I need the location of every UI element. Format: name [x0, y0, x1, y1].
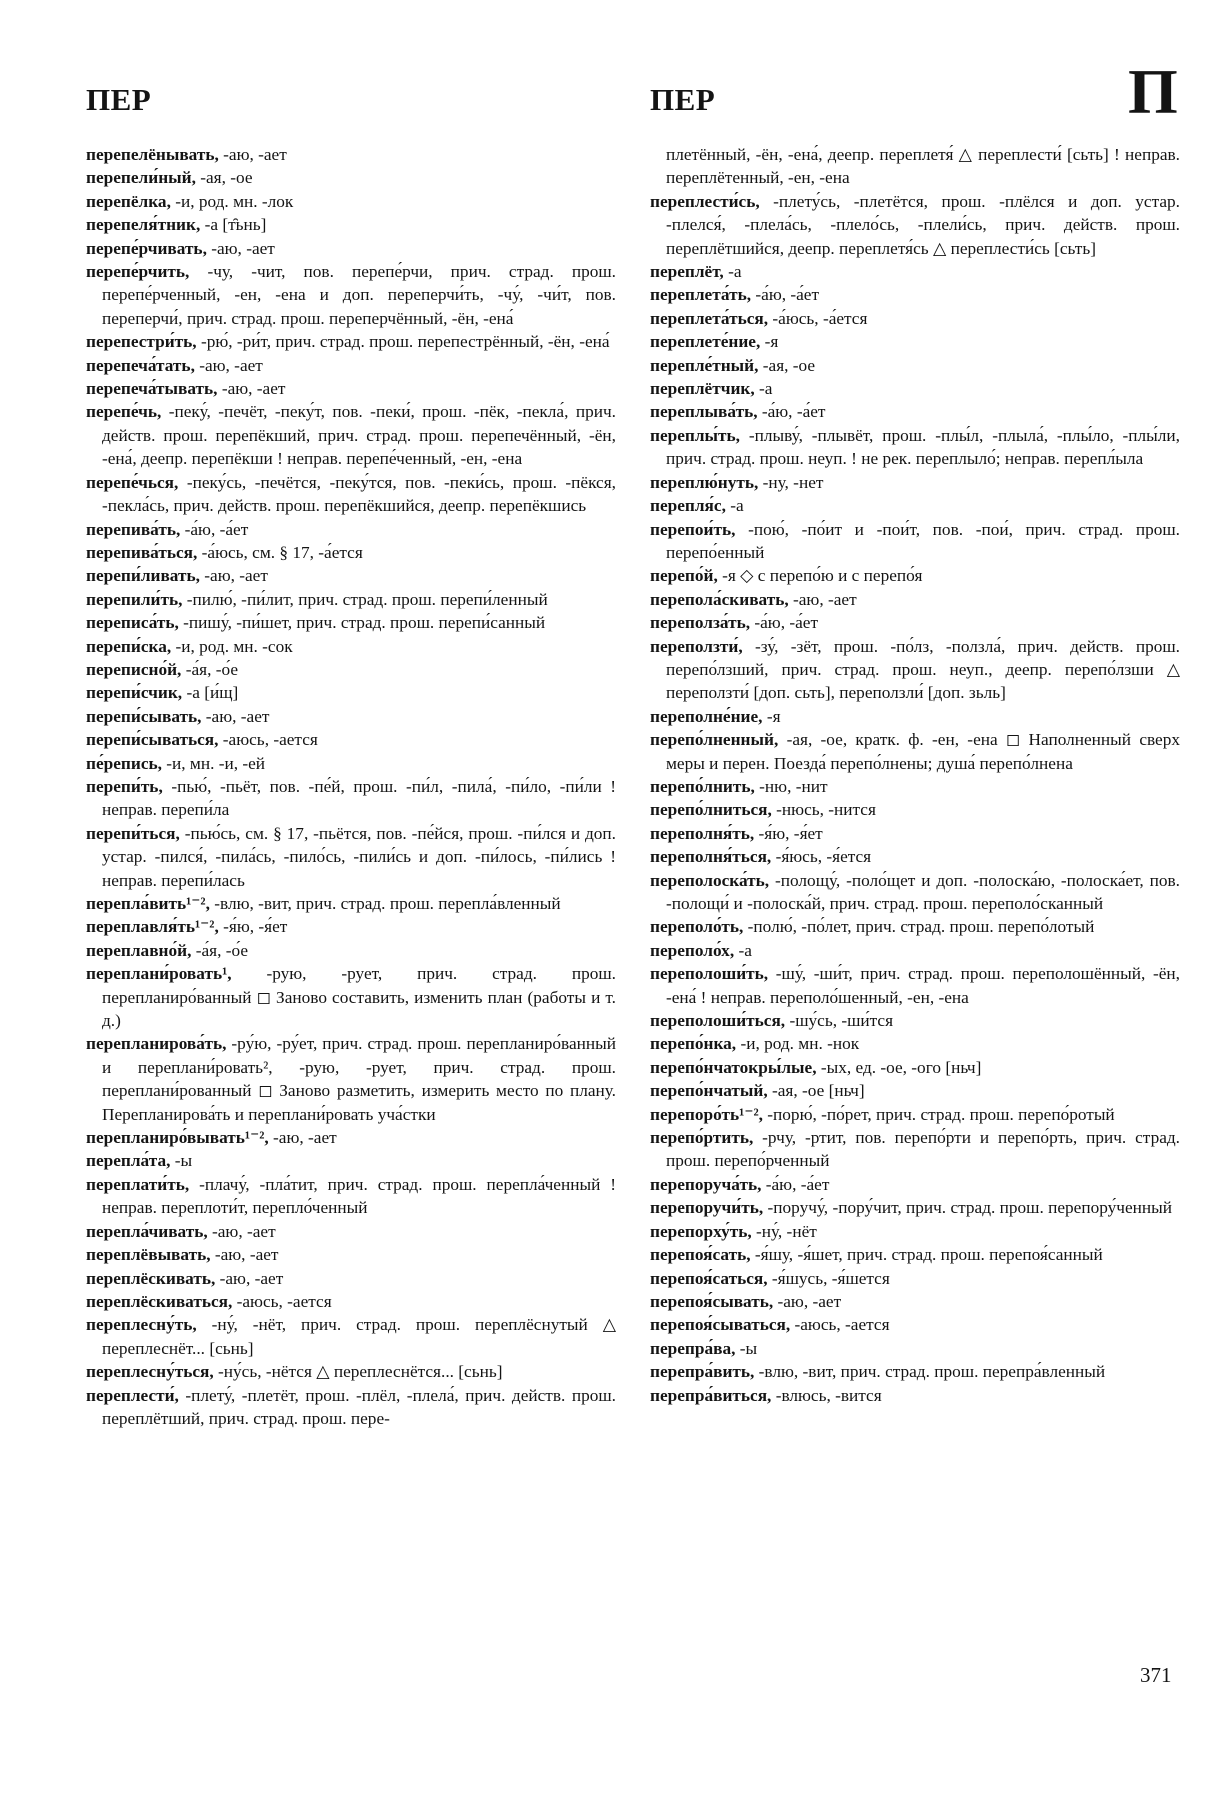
headword: переплётчик,: [650, 379, 755, 399]
headword: перепля́с,: [650, 496, 726, 516]
dictionary-entry: [650, 869, 1180, 916]
headword: перепоруча́ть,: [650, 1174, 762, 1194]
entry-forms: -шу́сь, -ши́тся: [785, 1011, 894, 1031]
entry-forms: -порю́, -по́рет, прич. страд. прош. перепо́ротый: [762, 1104, 1115, 1124]
dictionary-entry: [86, 1243, 616, 1266]
dictionary-entry: [86, 260, 616, 330]
entry-forms: -и, мн. -и, -ей: [161, 753, 266, 773]
headword: переплавля́ть¹⁻²,: [86, 917, 219, 937]
headword: перепе́рчивать,: [86, 238, 207, 258]
dictionary-entry: [86, 705, 616, 728]
entry-forms: -ну́, -нёт: [751, 1221, 817, 1241]
entry-forms: -я: [762, 706, 781, 726]
entry-forms: -пью́сь, см. § 17, -пьётся, пов. -пе́йся, прош. -пи́лся и доп. устар. -пился́, -пила́сь, -пило́сь, -пили́сь и доп. -пи́лось, -пи́лись ! неправ. перепи́лась: [102, 823, 616, 890]
dictionary-entry: [650, 377, 1180, 400]
dictionary-entry: [86, 635, 616, 658]
headword: перепоя́сывать,: [650, 1291, 774, 1311]
entry-forms: -а: [734, 940, 752, 960]
dictionary-entry: [650, 494, 1180, 517]
entry-forms: -рую, -рует, прич. страд. прош. перепланиро́ванный ◻ Заново составить, изменить план (работы и т. д.): [102, 964, 616, 1031]
headword: перепои́ть,: [650, 519, 736, 539]
dictionary-entry: [86, 962, 616, 1032]
entry-forms: -влю, -вит, прич. страд. прош. перепра́вленный: [754, 1362, 1106, 1382]
entry-forms: -шу́, -ши́т, прич. страд. прош. переполошённый, -ён, -ена́ ! неправ. переполо́шенный, -ен, -ена: [666, 964, 1180, 1007]
dictionary-entry: [86, 822, 616, 892]
headword: пе́репись,: [86, 753, 162, 773]
entry-forms: -ая, -ое, кратк. ф. -ен, -ена ◻ Наполненный сверх меры и перен. Поезда́ перепо́лнены; душа́ перепо́лнена: [666, 730, 1180, 773]
headword: переплесну́ть,: [86, 1315, 197, 1335]
entry-forms: -плыву́, -плывёт, прош. -плы́л, -плыла́, -плы́ло, -плы́ли, прич. страд. прош. неуп. ! не рек. переплыло́; неправ. перепл́ыла: [666, 425, 1180, 469]
dictionary-entry: [86, 1267, 616, 1290]
headword: перепла́вить¹⁻²,: [86, 894, 210, 913]
dictionary-entry: [86, 237, 616, 260]
entry-forms: -аю, -ает: [201, 706, 270, 726]
dictionary-entry: [650, 260, 1180, 283]
headword: переплавно́й,: [86, 940, 192, 960]
headword: переплати́ть,: [86, 1174, 190, 1194]
headword: переплыва́ть,: [650, 402, 758, 422]
entry-forms: -аю, -ает: [215, 1268, 284, 1288]
dictionary-entry: [650, 775, 1180, 798]
headword: перепра́вить,: [650, 1362, 755, 1382]
headword: перепива́ться,: [86, 542, 198, 562]
dictionary-entry: [86, 1032, 616, 1126]
entry-forms: -я́юсь, -я́ется: [771, 847, 872, 867]
dictionary-entry: [650, 822, 1180, 845]
entry-forms: -аюсь, -ается: [232, 1291, 332, 1311]
headword: переполня́ться,: [650, 847, 772, 867]
headword: переплести́,: [86, 1385, 179, 1405]
dictionary-entry: [650, 635, 1180, 705]
dictionary-entry: [650, 798, 1180, 821]
headword: перепи́ливать,: [86, 566, 200, 586]
headword: перепели́ный,: [86, 168, 196, 188]
entry-forms: -а́юсь, -а́ется: [768, 308, 868, 328]
headword: перепе́чь,: [86, 402, 162, 422]
headword: перепле́тный,: [650, 355, 759, 375]
entry-forms: -а́я, -о́е: [191, 940, 249, 960]
entry-forms: -пеку́сь, -печётся, -пеку́тся, пов. -пеки́сь, прош. -пёкся, -пекла́сь, прич. действ. прош. перепёкшийся, деепр. перепёкшись: [102, 472, 616, 516]
dictionary-entry: [86, 213, 616, 236]
entry-forms: -и, род. мн. -сок: [171, 636, 293, 656]
headword: переполоши́ться,: [650, 1011, 786, 1031]
entry-forms: -аю, -ает: [268, 1128, 337, 1148]
entry-forms: -аю, -ает: [217, 379, 286, 399]
entry-forms: -а́ю, -а́ет: [761, 1174, 830, 1194]
entry-forms: -полю́, -по́лет, прич. страд. прош. перепо́лотый: [743, 917, 1095, 937]
headword: перепо́лниться,: [650, 800, 772, 820]
dictionary-entry: [86, 471, 616, 518]
headword: переплета́ть,: [650, 285, 752, 305]
left-column: [86, 143, 616, 1430]
dictionary-entry: [86, 564, 616, 587]
dictionary-entry: [86, 892, 616, 915]
entry-forms: -рчу, -ртит, пов. перепо́рти и перепо́рть, прич. страд. прош. перепо́рченный: [666, 1128, 1180, 1171]
headword: переплёскиваться,: [86, 1291, 233, 1311]
headword: переписно́й,: [86, 659, 182, 679]
entry-forms: -аю, -ает: [773, 1291, 842, 1311]
headword: переплю́нуть,: [650, 472, 759, 492]
dictionary-entry: [650, 190, 1180, 260]
headword: перепоя́сываться,: [650, 1315, 791, 1335]
dictionary-entry: [650, 588, 1180, 611]
dictionary-entry: [86, 166, 616, 189]
entry-forms: -ню, -нит: [754, 776, 828, 796]
dictionary-entry: [650, 611, 1180, 634]
dictionary-entry: [86, 377, 616, 400]
entry-forms: -я́ю, -я́ет: [754, 823, 823, 843]
entry-forms: -плету́сь, -плетётся, прош. -плёлся и доп. устар. -плелся́, -плела́сь, -плело́сь, -плели́сь, прич. действ. прош. переплётшийся, деепр. переплетя́сь △ переплести́сь [сьть]: [666, 191, 1180, 258]
entry-forms: -ая, -ое: [758, 355, 816, 375]
headword: перепили́ть,: [86, 589, 183, 609]
entry-forms: -ру́ю, -ру́ет, прич. страд. прош. перепланиро́ванный и переплани́ровать², -рую, -рует, прич. страд. прош. переплани́рованный ◻ Заново разметить, измерить место по плану. Перепланирова́ть и переплани́ровать уча́стки: [102, 1034, 616, 1124]
right-column: [650, 143, 1180, 1407]
entry-forms: -пою́, -по́ит и -пои́т, пов. -пои́, прич. страд. прош. перепо́енный: [666, 519, 1180, 562]
dictionary-entry: [650, 1079, 1180, 1102]
headword: перепо́ртить,: [650, 1128, 754, 1148]
entry-forms: -аюсь, -ается: [790, 1315, 890, 1335]
dictionary-entry: [650, 728, 1180, 775]
entry-forms: -ы: [735, 1338, 758, 1358]
entry-forms: -я́ю, -я́ет: [218, 917, 288, 937]
headword: перепи́сываться,: [86, 730, 219, 750]
entry-forms: -и, род. мн. -нок: [736, 1034, 860, 1054]
dictionary-entry: [650, 400, 1180, 423]
headword: переползти́,: [650, 636, 743, 656]
dictionary-entry: [650, 1220, 1180, 1243]
headword: перепи́ться,: [86, 823, 180, 843]
dictionary-entry: [86, 728, 616, 751]
dictionary-entry: [650, 330, 1180, 353]
dictionary-entry: [86, 1173, 616, 1220]
entry-forms: -я ◇ с перепо́ю и с перепо́я: [717, 566, 923, 586]
dictionary-entry: [86, 1360, 616, 1383]
headword: переплета́ться,: [650, 308, 769, 328]
entry-forms: -и, род. мн. -лок: [170, 191, 294, 211]
entry-forms: -а [и́щ]: [182, 683, 239, 703]
entry-forms: -а: [754, 379, 773, 399]
dictionary-entry: [86, 400, 616, 470]
headword: перепланиро́вывать¹⁻²,: [86, 1128, 269, 1148]
entry-forms: -плачу́, -пла́тит, прич. страд. прош. перепла́ченный ! неправ. переплоти́т, перепло́ченный: [102, 1174, 616, 1218]
entry-forms: -ая, -ое: [195, 168, 253, 188]
entry-forms: -поручу́, -пору́чит, прич. страд. прош. перепору́ченный: [763, 1198, 1172, 1218]
entry-forms: -ы: [170, 1151, 193, 1171]
headword: перепе́рчить,: [86, 262, 190, 282]
dictionary-entry: [86, 1126, 616, 1149]
entry-forms: -ну́сь, -нётся △ переплеснётся... [сьнь]: [213, 1362, 503, 1382]
headword: перепоя́сать,: [650, 1245, 751, 1265]
dictionary-entry: [86, 330, 616, 353]
headword: перепи́ска,: [86, 636, 172, 656]
headword: перепла́та,: [86, 1151, 171, 1171]
running-head-right: ПЕР: [650, 82, 716, 117]
headword: перепла́чивать,: [86, 1221, 208, 1241]
entry-forms: -аю, -ает: [207, 1221, 276, 1241]
headword: переплёвывать,: [86, 1245, 211, 1265]
dictionary-entry: [650, 564, 1180, 587]
entry-forms: -аю, -ает: [788, 589, 857, 609]
dictionary-entry: [650, 143, 1180, 190]
headword: перепо́нка,: [650, 1034, 737, 1054]
entry-forms: -нюсь, -нится: [771, 800, 876, 820]
entry-forms: -а́ю, -а́ет: [751, 285, 820, 305]
headword: перепо́лненный,: [650, 730, 779, 750]
dictionary-entry: [650, 1196, 1180, 1219]
dictionary-entry: [650, 845, 1180, 868]
dictionary-entry: [86, 775, 616, 822]
entry-forms: плетённый, -ён, -ена́, деепр. переплетя́ △ переплести́ [сьть] ! неправ. переплётенный, -ен, -ена: [666, 145, 1180, 188]
entry-forms: -рю́, -ри́т, прич. страд. прош. перепестрённый, -ён, -ена́: [196, 332, 610, 352]
dictionary-entry: [650, 471, 1180, 494]
headword: перепива́ть,: [86, 519, 181, 539]
dictionary-entry: [650, 1126, 1180, 1173]
headword: перепе́чься,: [86, 472, 179, 492]
entry-forms: -аюсь, -ается: [218, 730, 318, 750]
dictionary-entry: [650, 705, 1180, 728]
entry-forms: -влюсь, -вится: [771, 1385, 882, 1405]
headword: перепо́нчатокры́лые,: [650, 1057, 817, 1077]
headword: переполоши́ть,: [650, 964, 769, 984]
headword: переплы́ть,: [650, 425, 741, 445]
dictionary-entry: [86, 611, 616, 634]
running-head-left: ПЕР: [86, 82, 152, 117]
entry-forms: -а́я, -о́е: [181, 659, 238, 679]
dictionary-entry: [650, 1267, 1180, 1290]
dictionary-entry: [650, 1384, 1180, 1407]
headword: перепёлка,: [86, 191, 171, 211]
entry-forms: -пеку́, -печёт, -пеку́т, пов. -пеки́, прош. -пёк, -пекла́, прич. действ. прош. перепёкший, прич. страд. прош. перепечённый, -ён, -ена́, деепр. перепёкши ! неправ. перепе́ченный, -ен, -ена: [102, 402, 616, 469]
headword: перепи́счик,: [86, 683, 183, 703]
dictionary-entry: [86, 1313, 616, 1360]
dictionary-entry: [650, 283, 1180, 306]
headword: перепоя́саться,: [650, 1268, 768, 1288]
headword: переплёт,: [650, 262, 724, 282]
headword: перепи́ть,: [86, 776, 163, 796]
headword: перепи́сывать,: [86, 706, 202, 726]
headword: перепеча́тать,: [86, 355, 195, 375]
entry-forms: -ая, -ое [ньч]: [767, 1081, 865, 1101]
entry-forms: -пилю́, -пи́лит, прич. страд. прош. перепи́ленный: [182, 589, 548, 609]
dictionary-entry: [86, 588, 616, 611]
dictionary-entry: [650, 424, 1180, 471]
dictionary-entry: [650, 354, 1180, 377]
headword: перепоручи́ть,: [650, 1198, 764, 1218]
entry-forms: -аю, -ает: [206, 238, 275, 258]
dictionary-entry: [86, 939, 616, 962]
dictionary-entry: [650, 1032, 1180, 1055]
headword: переполо́ть,: [650, 917, 744, 937]
dictionary-entry: [650, 915, 1180, 938]
dictionary-entry: [86, 518, 616, 541]
dictionary-entry: [650, 939, 1180, 962]
headword: переписа́ть,: [86, 613, 179, 633]
headword: переполза́ть,: [650, 613, 751, 633]
headword: переполня́ть,: [650, 823, 755, 843]
headword: перепра́виться,: [650, 1385, 772, 1405]
entry-forms: -ых, ед. -ое, -ого [ньч]: [816, 1057, 982, 1077]
headword: переплёскивать,: [86, 1268, 216, 1288]
headword: перепеля́тник,: [86, 215, 201, 235]
headword: переполне́ние,: [650, 706, 763, 726]
entry-forms: -а [т̑ьнь]: [200, 215, 267, 235]
entry-forms: -пишу́, -пи́шет, прич. страд. прош. перепи́санный: [178, 613, 546, 633]
dictionary-entry: [650, 1313, 1180, 1336]
dictionary-entry: [650, 307, 1180, 330]
headword: перепорху́ть,: [650, 1221, 752, 1241]
dictionary-entry: [86, 354, 616, 377]
entry-forms: -аю, -ает: [199, 566, 268, 586]
dictionary-entry: [650, 1360, 1180, 1383]
dictionary-entry: [650, 1103, 1180, 1126]
entry-forms: -я́шу, -я́шет, прич. страд. прош. перепоя́санный: [750, 1245, 1103, 1265]
entry-forms: -влю, -вит, прич. страд. прош. перепла́вленный: [209, 894, 561, 913]
headword: перепра́ва,: [650, 1338, 736, 1358]
headword: переполо́х,: [650, 940, 735, 960]
headword: переполоска́ть,: [650, 870, 770, 890]
section-letter: П: [1128, 56, 1178, 127]
headword: перепо́й,: [650, 566, 718, 586]
headword: перепо́нчатый,: [650, 1081, 768, 1101]
headword: переплесну́ться,: [86, 1362, 214, 1382]
entry-forms: -а́ю, -а́ет: [750, 613, 819, 633]
headword: перепоро́ть¹⁻²,: [650, 1104, 763, 1124]
dictionary-entry: [650, 518, 1180, 565]
dictionary-entry: [86, 190, 616, 213]
dictionary-entry: [86, 752, 616, 775]
dictionary-entry: [86, 1290, 616, 1313]
headword: перепола́скивать,: [650, 589, 789, 609]
dictionary-entry: [86, 1149, 616, 1172]
headword: переплести́сь,: [650, 191, 760, 211]
entry-forms: -а: [723, 262, 742, 282]
headword: переплете́ние,: [650, 332, 761, 352]
entry-forms: -а́юсь, см. § 17, -а́ется: [197, 542, 363, 562]
entry-forms: -а́ю, -а́ет: [180, 519, 249, 539]
dictionary-entry: [650, 1173, 1180, 1196]
headword: перепланирова́ть,: [86, 1034, 227, 1054]
dictionary-entry: [86, 1220, 616, 1243]
dictionary-entry: [86, 658, 616, 681]
headword: переплани́ровать¹,: [86, 964, 232, 984]
dictionary-entry: [650, 1056, 1180, 1079]
entry-forms: -я: [760, 332, 779, 352]
entry-forms: -аю, -ает: [210, 1245, 279, 1265]
headword: перепеча́тывать,: [86, 379, 218, 399]
dictionary-entry: [650, 962, 1180, 1009]
entry-forms: -а: [725, 496, 744, 516]
dictionary-entry: [650, 1290, 1180, 1313]
entry-forms: -зу́, -зёт, прош. -по́лз, -ползла́, прич. действ. прош. перепо́лзший, прич. страд. прош. неуп., деепр. перепо́лзши △ переползти́ [доп. сьть], переползли́ [доп. зьль]: [666, 636, 1180, 703]
entry-forms: -ну, -нет: [758, 472, 824, 492]
dictionary-entry: [650, 1009, 1180, 1032]
dictionary-entry: [86, 541, 616, 564]
dictionary-entry: [86, 143, 616, 166]
entry-forms: -я́шусь, -я́шется: [767, 1268, 890, 1288]
page-number: 371: [1140, 1663, 1172, 1687]
dictionary-entry: [86, 915, 616, 938]
dictionary-entry: [650, 1243, 1180, 1266]
dictionary-entry: [86, 681, 616, 704]
dictionary-entry: [86, 1384, 616, 1431]
entry-forms: -а́ю, -а́ет: [757, 402, 826, 422]
entry-forms: -пью́, -пьёт, пов. -пе́й, прош. -пи́л, -пила́, -пи́ло, -пи́ли ! неправ. перепи́ла: [102, 776, 616, 820]
entry-forms: -аю, -ает: [218, 145, 287, 164]
entry-forms: -полощу́, -поло́щет и доп. -полоска́ю, -полоска́ет, пов. -полощи́ и -полоска́й, прич. страд. прош. переполо́сканный: [666, 870, 1180, 913]
entry-forms: -чу, -чит, пов. перепе́рчи, прич. страд. прош. перепе́рченный, -ен, -ена и доп. переперчи́ть, -чу́, -чи́т, пов. переперчи́, прич. страд. прош. переперчённый, -ён, -ена́: [102, 262, 616, 328]
entry-forms: -ну́, -нёт, прич. страд. прош. переплёснутый △ переплеснёт... [сьнь]: [102, 1315, 616, 1358]
entry-forms: -плету́, -плетёт, прош. -плёл, -плела́, прич. действ. прош. переплётший, прич. страд. прош. пере-: [102, 1385, 616, 1428]
headword: перепо́лнить,: [650, 776, 755, 796]
entry-forms: -аю, -ает: [194, 355, 263, 375]
dictionary-entry: [650, 1337, 1180, 1360]
headword: перепелёнывать,: [86, 145, 219, 164]
headword: перепестри́ть,: [86, 332, 197, 352]
